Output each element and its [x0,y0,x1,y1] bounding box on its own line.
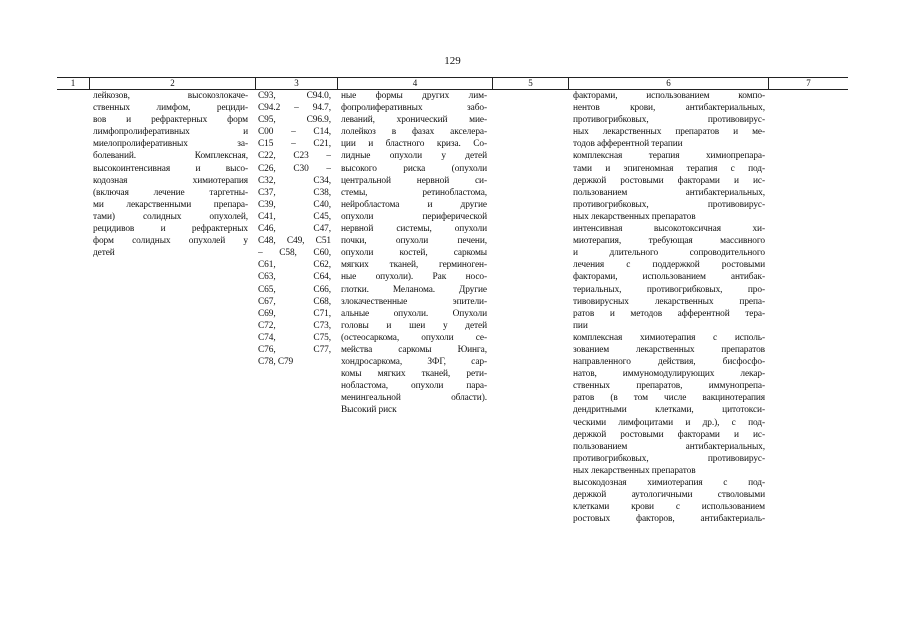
text-line: и длительного сопроводительного [573,248,765,259]
text-line: териальных, противогрибковых, про- [573,284,765,295]
text-line: мягких тканей, герминоген- [341,260,487,271]
text-line: центральной нервной си- [341,175,487,186]
text-line: ные опухоли). Рак носо- [341,272,487,283]
text-line: C63, C64, [258,272,331,283]
text-line: детей [93,248,115,259]
text-line: ных лекарственных препаратов [573,211,696,222]
text-line: ратов и методов афферентной тера- [573,308,765,319]
text-line: высокоинтенсивная и высо- [93,163,248,174]
header-cell-3: 3 [255,78,337,89]
text-line: лидные опухоли у детей [341,151,487,162]
text-line: тивовирусных лекарственных препа- [573,296,765,307]
text-line: клетками крови с использованием [573,502,765,513]
table-header-row [57,77,848,90]
text-line: держкой аутологичными стволовыми [573,490,765,501]
text-line: держкой ростовыми факторами и ис- [573,429,765,440]
text-line: ных лекарственных препаратов и ме- [573,127,765,138]
text-line: факторами, использованием антибак- [573,272,765,283]
text-line: болеваний. Комплексная, [93,151,248,162]
text-line: C41, C45, [258,211,331,222]
text-line: глотки. Меланома. Другие [341,284,487,295]
text-line: леваний, хронический мие- [341,115,487,126]
text-line: форм солидных опухолей у [93,236,248,247]
text-line: ческими лимфоцитами и др.), с под- [573,417,765,428]
text-line: C37, C38, [258,187,331,198]
text-line: вов и рефрактерных форм [93,115,248,126]
column-3-codes [258,90,331,368]
text-line: ростовых факторов, антибактериаль- [573,514,765,525]
text-line: нобластома, опухоли пара- [341,381,487,392]
text-line: C93, C94.0, [258,91,331,101]
text-line: лечения с поддержкой ростовыми [573,260,765,271]
text-line: пользованием антибактериальных, [573,441,765,452]
text-line: C15 – C21, [258,139,331,150]
text-line: C26, C30 – [258,163,331,174]
text-line: C48, C49, C51 [258,236,331,247]
text-line: лолейкоз в фазах акселера- [341,127,487,138]
text-line: злокачественные эпители- [341,296,487,307]
header-cell-6: 6 [568,78,768,89]
text-line: пользованием антибактериальных, [573,187,765,198]
column-2-text [93,90,248,259]
text-line: C72, C73, [258,320,331,331]
text-line: нентов крови, антибактериальных, [573,103,765,114]
text-line: лейкозов, высокозлокаче- [93,91,248,101]
text-line: C67, C68, [258,296,331,307]
text-line: опухоли костей, саркомы [341,248,487,259]
text-line: ственных препаратов, иммунопрепа- [573,381,765,392]
text-line: хондросаркома, ЗФГ, сар- [341,357,487,368]
text-line: опухоли периферической [341,211,487,222]
header-cell-1: 1 [70,78,76,88]
text-line: ственных лимфом, рециди- [93,103,248,114]
page-number: 129 [444,55,461,67]
text-line: кодозная химиотерапия [93,175,248,186]
text-line: тодов афферентной терапии [573,139,683,150]
text-line: противогрибковых, противовирус- [573,453,765,464]
text-line: головы и шеи у детей [341,320,487,331]
text-line: зованием лекарственных препаратов [573,344,765,355]
column-6-text [573,90,765,525]
text-line: тами и эпигеномная терапия с под- [573,163,765,174]
text-line: C76, C77, [258,344,331,355]
text-line: C95, C96.9, [258,115,331,126]
text-line: Высокий риск [341,405,397,416]
text-line: держкой ростовыми факторами и ис- [573,175,765,186]
text-line: ных лекарственных препаратов [573,465,696,476]
text-line: ратов (в том числе вакцинотерапия [573,393,765,404]
text-line: нейробластома и другие [341,199,487,210]
text-line: натов, иммуномодулирующих лекар- [573,369,765,380]
text-line: мейства саркомы Юинга, [341,344,487,355]
text-line: рецидивов и рефрактерных [93,224,248,235]
text-line: фопролиферативных забо- [341,103,487,114]
text-line: тами) солидных опухолей, [93,211,248,222]
text-line: ции и бластного криза. Со- [341,139,487,150]
text-line: стемы, ретинобластома, [341,187,487,198]
text-line: C69, C71, [258,308,331,319]
text-line: комы мягких тканей, рети- [341,369,487,380]
text-line: направленного действия, бисфосфо- [573,357,765,368]
text-line: ные формы других лим- [341,91,487,101]
text-line: высокого риска (опухоли [341,163,487,174]
text-line: C39, C40, [258,199,331,210]
text-line: C46, C47, [258,224,331,235]
text-line: комплексная химиотерапия с исполь- [573,332,765,343]
text-line: миелопролиферативных за- [93,139,248,150]
text-line: C94.2 – 94.7, [258,103,331,114]
text-line: интенсивная высокотоксичная хи- [573,224,765,235]
text-line: (остеосаркома, опухоли се- [341,332,487,343]
text-line: лимфопролиферативных и [93,127,248,138]
text-line: менингеальной области). [341,393,487,404]
text-line: комплексная терапия химиопрепара- [573,151,765,162]
header-cell-2: 2 [89,78,255,89]
header-cell-4: 4 [337,78,492,89]
text-line: C61, C62, [258,260,331,271]
header-cell-7: 7 [768,78,848,89]
text-line: альные опухоли. Опухоли [341,308,487,319]
text-line: C00 – C14, [258,127,331,138]
text-line: нервной системы, опухоли [341,224,487,235]
text-line: противогрибковых, противовирус- [573,115,765,126]
column-4-text [341,90,487,417]
text-line: C32, C34, [258,175,331,186]
text-line: противогрибковых, противовирус- [573,199,765,210]
text-line: – C58, C60, [258,248,331,259]
text-line: C74, C75, [258,332,331,343]
text-line: пии [573,320,588,331]
text-line: (включая лечение таргетны- [93,187,248,198]
header-cell-5: 5 [492,78,568,89]
text-line: ми лекарственными препара- [93,199,248,210]
text-line: высокодозная химиотерапия с под- [573,478,765,488]
text-line: дендритными клетками, цитотокси- [573,405,765,416]
text-line: миотерапия, требующая массивного [573,236,765,247]
text-line: C78, C79 [258,357,294,368]
text-line: C22, C23 – [258,151,331,162]
text-line: C65, C66, [258,284,331,295]
text-line: почки, опухоли печени, [341,236,487,247]
text-line: факторами, использованием компо- [573,91,765,101]
